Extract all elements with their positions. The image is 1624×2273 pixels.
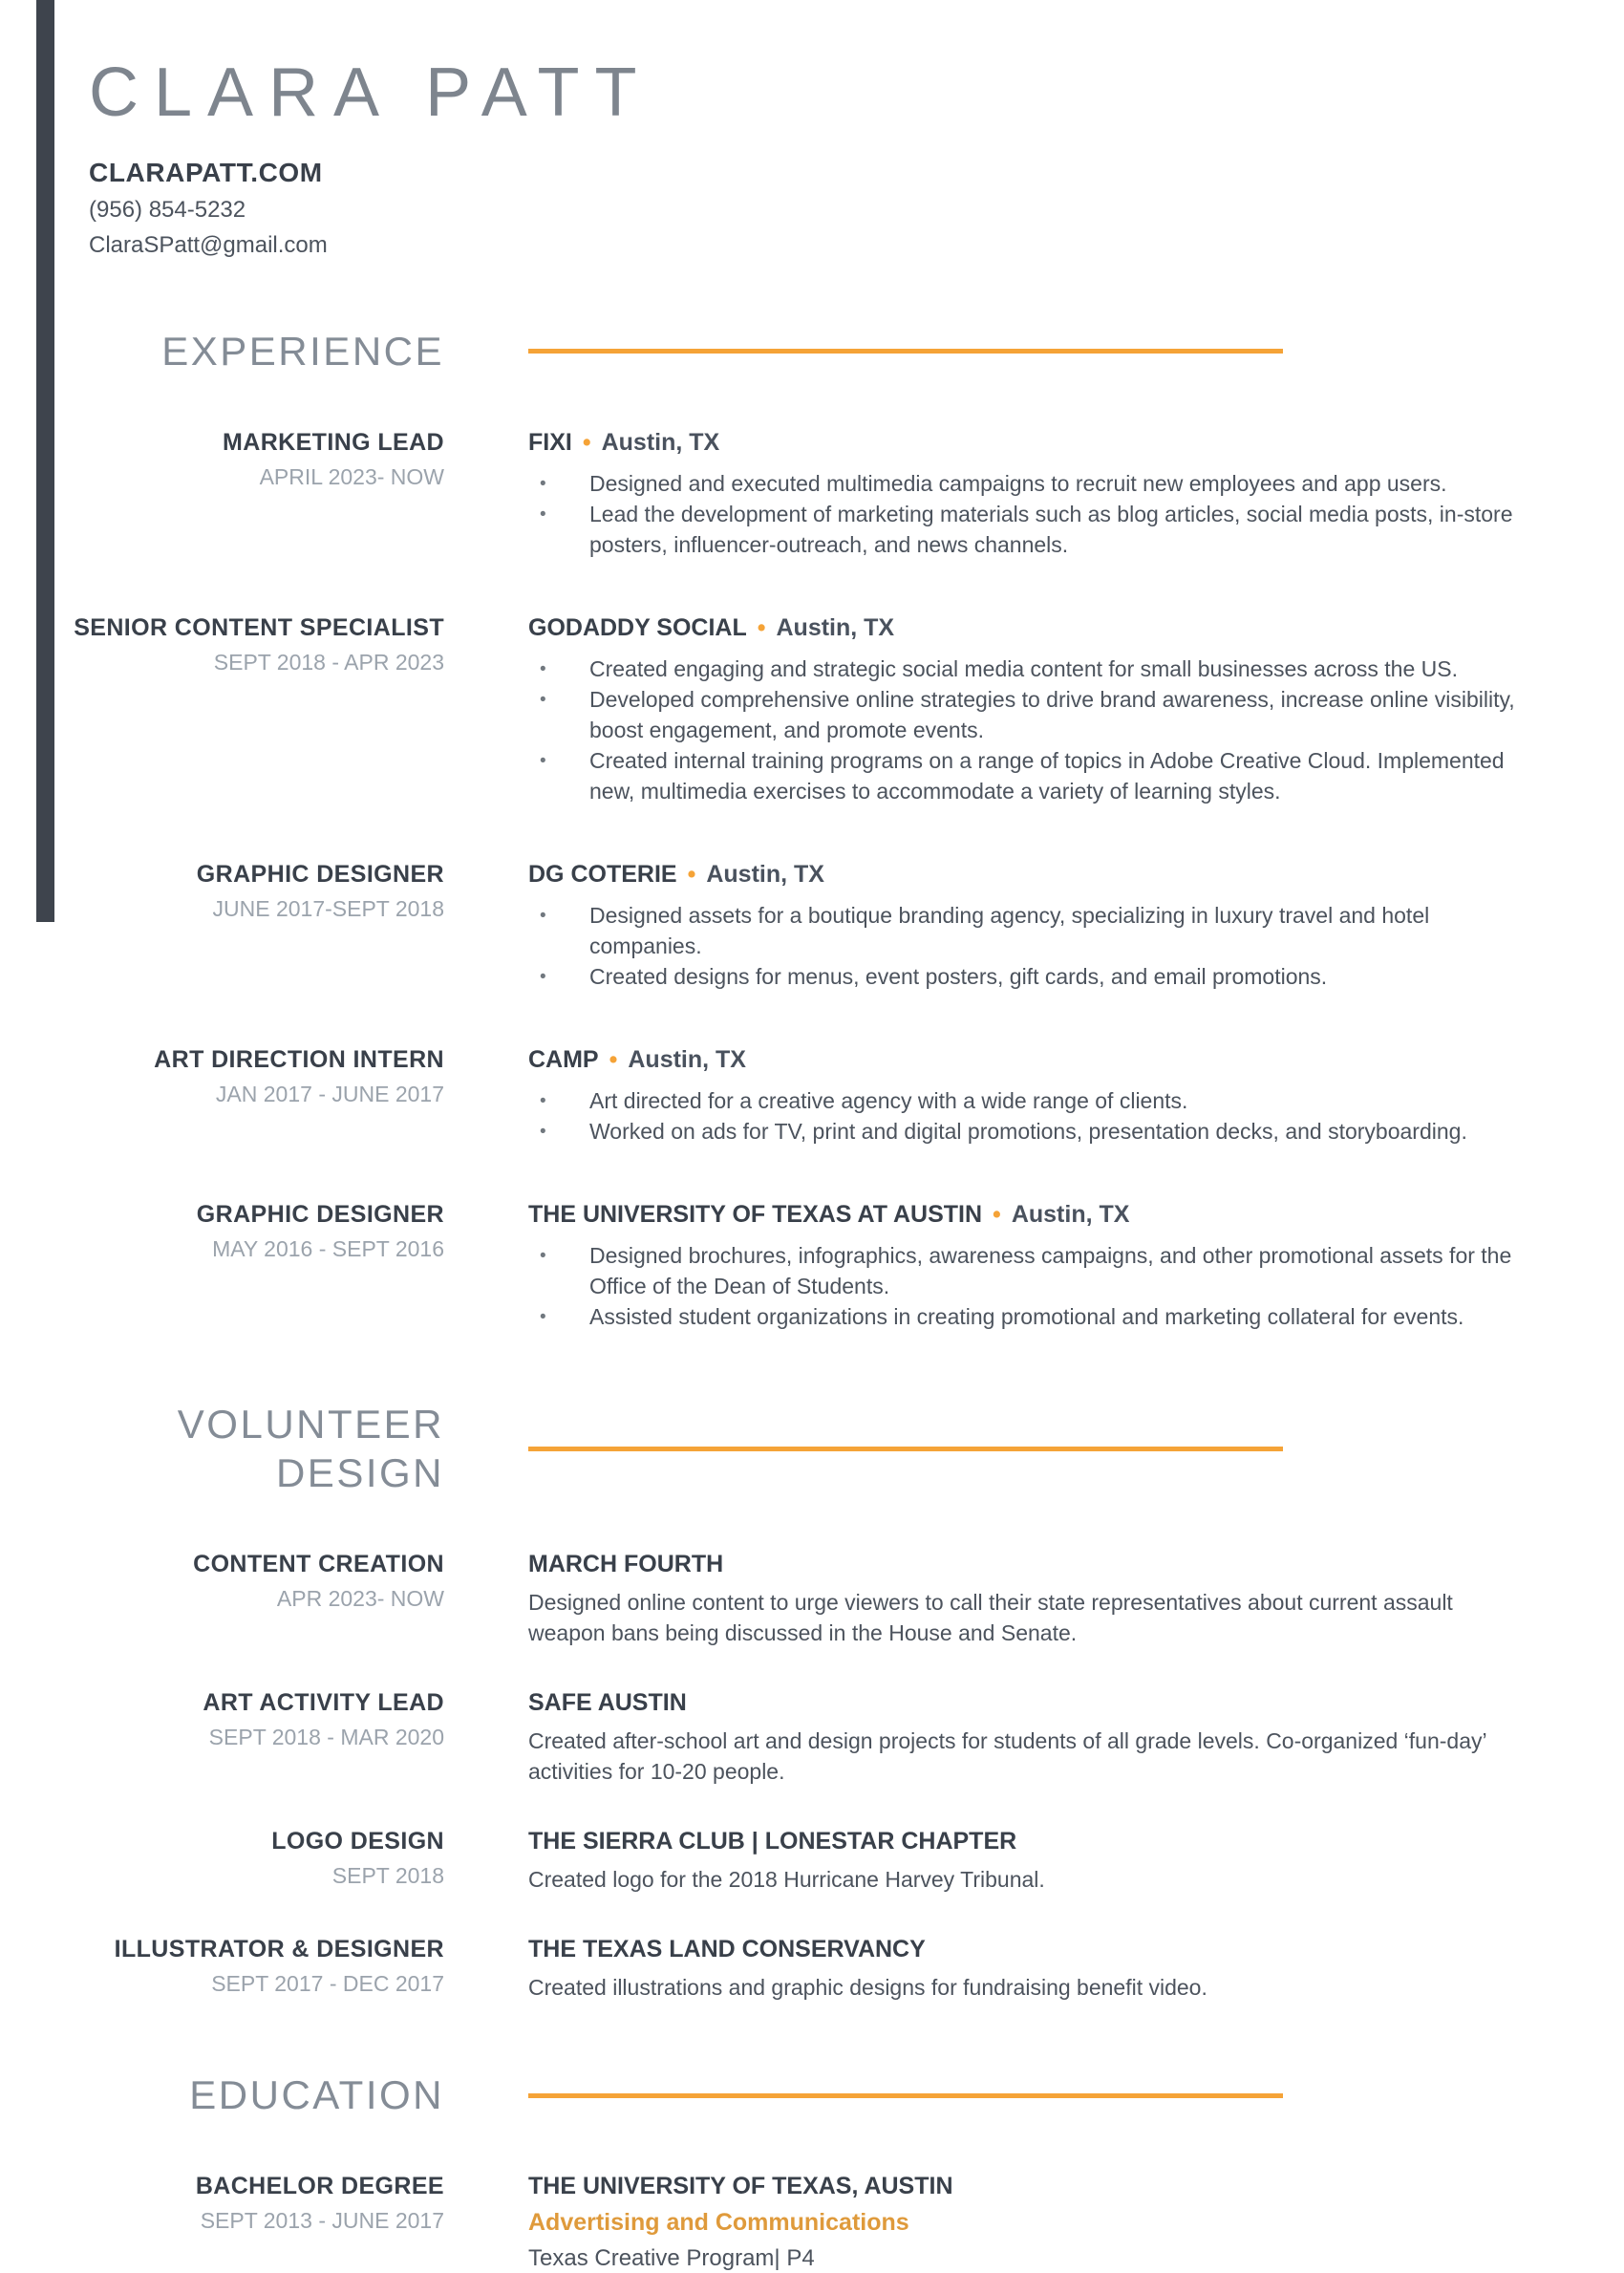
- company-location: Austin, TX: [706, 861, 824, 889]
- volunteer-entry: [0, 1688, 1624, 1787]
- dot-separator-icon: [599, 1046, 629, 1073]
- person-name: CLARA PATT: [89, 54, 652, 131]
- contact-block: [89, 158, 1624, 259]
- dot-separator-icon: [677, 861, 707, 888]
- bullet-item: • Art directed for a creative agency with a wide range of clients.: [528, 1085, 1531, 1116]
- section-rule: [528, 349, 1283, 354]
- experience-entry: [0, 1045, 1624, 1147]
- bullet-item: • Lead the development of marketing materials such as blog articles, social media posts, in-store posters, influencer-outreach, and news channels.: [528, 499, 1531, 560]
- bullet-list: [528, 654, 1531, 806]
- bullet-item: • Designed brochures, infographics, awareness campaigns, and other promotional assets for the Office of the Dean of Students.: [528, 1240, 1531, 1301]
- bullet-list: [528, 1085, 1531, 1147]
- date-range: SEPT 2017 - DEC 2017: [211, 1970, 444, 1996]
- company-name: THE UNIVERSITY OF TEXAS AT AUSTIN: [528, 1201, 983, 1229]
- experience-entry: [0, 1200, 1624, 1332]
- organization-name: THE SIERRA CLUB | LONESTAR CHAPTER: [528, 1827, 1017, 1855]
- bullet-list: [528, 900, 1531, 992]
- date-range: SEPT 2018 - APR 2023: [213, 650, 444, 675]
- resume-header: [89, 0, 1624, 259]
- bullet-item: • Created designs for menus, event posters, gift cards, and email promotions.: [528, 961, 1531, 992]
- company-location: Austin, TX: [776, 614, 895, 642]
- email-address: ClaraSPatt@gmail.com: [89, 231, 328, 258]
- volunteer-role: LOGO DESIGN: [271, 1827, 444, 1855]
- section-rule: [528, 2093, 1283, 2098]
- volunteer-entry: [0, 1935, 1624, 2003]
- education-section: [0, 2071, 1624, 2273]
- company-location: Austin, TX: [1011, 1201, 1130, 1229]
- section-header: [0, 1401, 1624, 1497]
- volunteer-role: ART ACTIVITY LEAD: [203, 1688, 444, 1716]
- company-name: FIXI: [528, 429, 572, 457]
- organization-name: THE TEXAS LAND CONSERVANCY: [528, 1935, 926, 1962]
- date-range: SEPT 2018: [331, 1862, 444, 1888]
- experience-section: [0, 328, 1624, 1332]
- section-header: [0, 2071, 1624, 2119]
- volunteer-entry: [0, 1827, 1624, 1895]
- degree-title: BACHELOR DEGREE: [195, 2173, 444, 2200]
- experience-entry: [0, 860, 1624, 992]
- entry-description: Designed online content to urge viewers to call their state representatives about current assault weapon bans being discussed in the House and Senate.: [528, 1589, 1453, 1645]
- program-detail: Texas Creative Program| P4: [528, 2245, 815, 2272]
- job-title: ART DIRECTION INTERN: [154, 1046, 444, 1074]
- organization-name: MARCH FOURTH: [528, 1550, 724, 1577]
- bullet-list: [528, 468, 1531, 560]
- entry-description: Created illustrations and graphic designs for fundraising benefit video.: [528, 1974, 1207, 2000]
- date-range: MAY 2016 - SEPT 2016: [212, 1236, 444, 1262]
- date-range: SEPT 2018 - MAR 2020: [208, 1724, 444, 1749]
- bullet-item: • Created engaging and strategic social media content for small businesses across the US.: [528, 654, 1531, 684]
- job-title: MARKETING LEAD: [223, 429, 444, 457]
- bullet-item: • Created internal training programs on a range of topics in Adobe Creative Cloud. Implemented new, multimedia exercises to accommodate a variety of learning styles.: [528, 745, 1531, 806]
- job-title: GRAPHIC DESIGNER: [196, 861, 444, 889]
- company-name: DG COTERIE: [528, 861, 677, 889]
- company-line: [528, 613, 1531, 642]
- company-line: [528, 428, 1531, 457]
- bullet-item: • Assisted student organizations in creating promotional and marketing collateral for events.: [528, 1301, 1531, 1332]
- dot-separator-icon: [572, 429, 602, 456]
- entry-description: Created logo for the 2018 Hurricane Harvey Tribunal.: [528, 1866, 1045, 1892]
- section-title: VOLUNTEER DESIGN: [177, 1402, 444, 1495]
- school-name: THE UNIVERSITY OF TEXAS, AUSTIN: [528, 2173, 953, 2200]
- organization-name: SAFE AUSTIN: [528, 1688, 687, 1716]
- phone-number: (956) 854-5232: [89, 196, 246, 223]
- company-line: [528, 1200, 1531, 1229]
- section-title: EDUCATION: [189, 2071, 444, 2117]
- bullet-item: • Designed assets for a boutique branding agency, specializing in luxury travel and hotel companies.: [528, 900, 1531, 961]
- job-title: SENIOR CONTENT SPECIALIST: [74, 614, 444, 642]
- section-rule: [528, 1447, 1283, 1451]
- company-location: Austin, TX: [628, 1046, 746, 1074]
- date-range: JUNE 2017-SEPT 2018: [212, 896, 444, 922]
- section-title: EXPERIENCE: [161, 328, 444, 374]
- volunteer-entry: [0, 1550, 1624, 1648]
- dot-separator-icon: [982, 1201, 1012, 1228]
- education-entry: [0, 2172, 1624, 2273]
- volunteer-role: CONTENT CREATION: [193, 1550, 444, 1577]
- experience-entry: [0, 613, 1624, 806]
- bullet-item: • Developed comprehensive online strategies to drive brand awareness, increase online visibility, boost engagement, and promote events.: [528, 684, 1531, 745]
- date-range: APR 2023- NOW: [276, 1585, 444, 1611]
- company-line: [528, 860, 1531, 889]
- job-title: GRAPHIC DESIGNER: [196, 1201, 444, 1229]
- bullet-list: [528, 1240, 1531, 1332]
- company-line: [528, 1045, 1531, 1074]
- date-range: SEPT 2013 - JUNE 2017: [200, 2208, 444, 2234]
- bullet-item: • Worked on ads for TV, print and digital promotions, presentation decks, and storyboarding.: [528, 1116, 1531, 1147]
- dot-separator-icon: [747, 614, 777, 641]
- date-range: JAN 2017 - JUNE 2017: [215, 1082, 444, 1107]
- accent-bar: [36, 0, 54, 922]
- section-header: [0, 328, 1624, 375]
- company-name: GODADDY SOCIAL: [528, 614, 747, 642]
- program-name: Advertising and Communications: [528, 2209, 909, 2237]
- experience-entry: [0, 428, 1624, 560]
- website: CLARAPATT.COM: [89, 157, 323, 187]
- entry-description: Created after-school art and design projects for students of all grade levels. Co-organized ‘fun-day’ activities for 10-20 people.: [528, 1727, 1486, 1784]
- volunteer-role: ILLUSTRATOR & DESIGNER: [114, 1935, 444, 1962]
- company-name: CAMP: [528, 1046, 599, 1074]
- volunteer-section: [0, 1401, 1624, 2003]
- company-location: Austin, TX: [601, 429, 720, 457]
- bullet-item: • Designed and executed multimedia campaigns to recruit new employees and app users.: [528, 468, 1531, 499]
- date-range: APRIL 2023- NOW: [259, 464, 444, 490]
